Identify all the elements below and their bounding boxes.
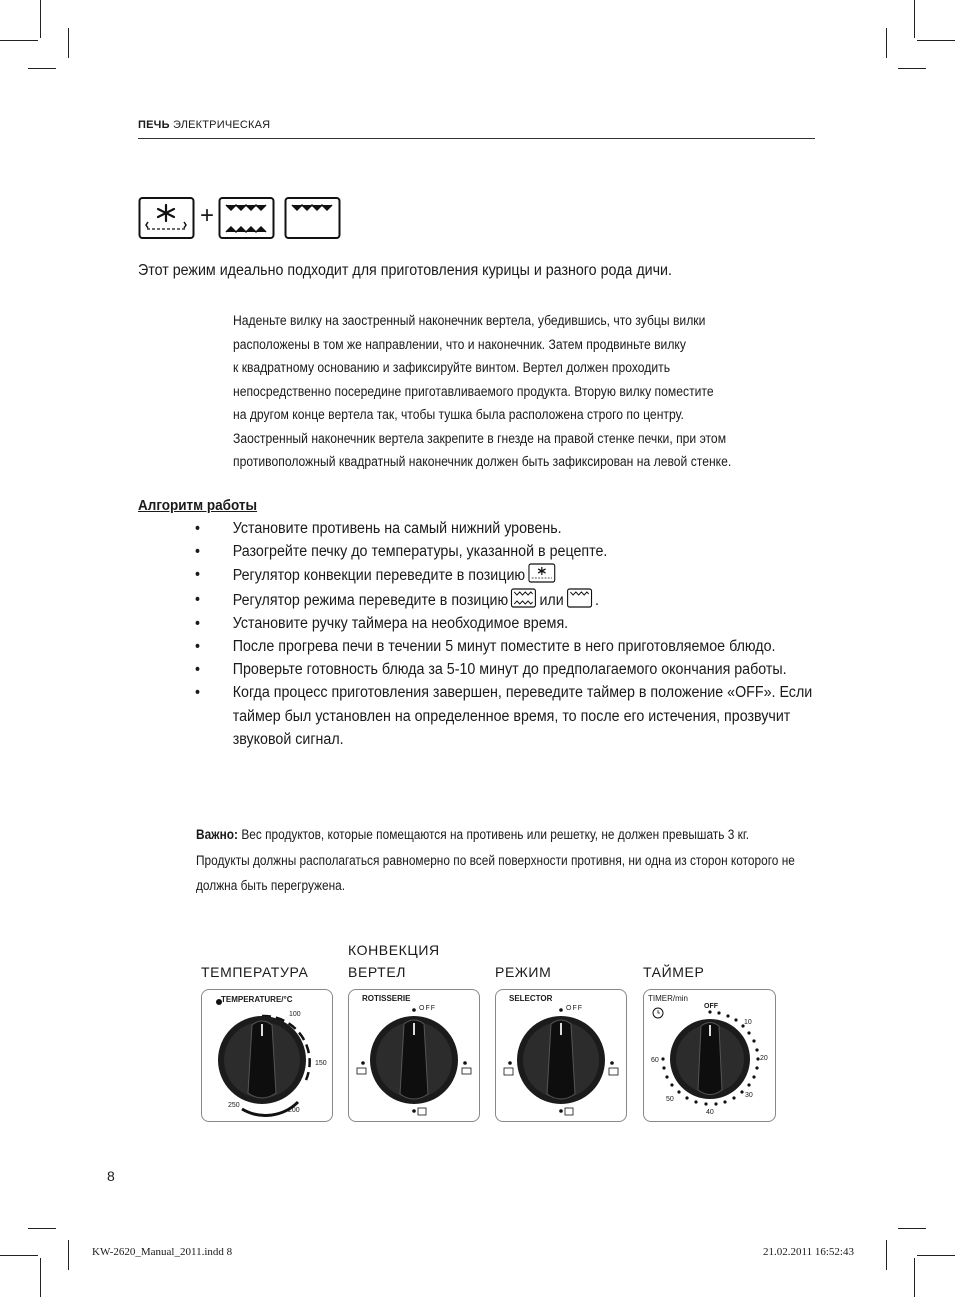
selector-off-mark: OFF	[566, 1005, 583, 1012]
selector-knob-graphic	[496, 990, 626, 1121]
knob-label-timer: ТАЙМЕР	[643, 964, 705, 980]
selector-knob-panel	[495, 989, 627, 1122]
important-text: Вес продуктов, которые помещаются на противень или решетку, не должен превышать 3 кг. Продукты должны располагаться равномерно по всей поверхности противня, ни одна из сторон которого не должна быть перегружена.	[196, 827, 795, 893]
header-bold: ПЕЧЬ	[138, 119, 170, 131]
temperature-mark-150: 150	[315, 1060, 327, 1067]
timer-mark-40: 40	[706, 1109, 714, 1116]
intro-text: Этот режим идеально подходит для приготовления курицы и разного рода дичи.	[138, 262, 672, 279]
paragraph-line: Заостренный наконечник вертела закрепите в гнезде на правой стенке печки, при этом	[233, 430, 727, 446]
timer-mark-30: 30	[745, 1092, 753, 1099]
knob-label-mode: РЕЖИМ	[495, 964, 552, 980]
crop-mark	[914, 1258, 915, 1297]
bullet: •	[195, 661, 201, 679]
top-bottom-heat-icon	[511, 588, 537, 608]
slug-file: KW-2620_Manual_2011.indd 8	[92, 1246, 233, 1258]
bullet: •	[195, 566, 201, 584]
or-word: или	[539, 591, 564, 609]
temperature-knob-panel	[201, 989, 333, 1122]
rotisserie-panel-title: ROTISSERIE	[362, 994, 411, 1003]
crop-mark	[68, 1240, 69, 1270]
crop-mark	[917, 40, 955, 41]
paragraph-line: на другом конце вертела так, чтобы тушка была расположена строго по центру.	[233, 407, 684, 422]
top-heat-icon	[566, 588, 592, 608]
timer-mark-20: 20	[760, 1055, 768, 1062]
list-item	[195, 635, 821, 658]
bullet: •	[195, 590, 201, 608]
paragraph-line: Наденьте вилку на заостренный наконечник вертела, убедившись, что зубцы вилки	[233, 313, 706, 328]
paragraph-line: непосредственно посередине приготавливаемого продукта. Вторую вилку поместите	[233, 383, 714, 399]
convection-fan-icon	[140, 198, 194, 238]
running-header	[138, 119, 270, 131]
step-end: .	[594, 591, 599, 609]
selector-panel-title: SELECTOR	[509, 994, 553, 1003]
list-item	[195, 517, 821, 540]
list-item	[195, 540, 821, 563]
crop-mark	[28, 68, 56, 69]
bullet: •	[195, 520, 201, 537]
algorithm-title: Алгоритм работы	[138, 497, 258, 514]
step-text: Установите ручку таймера на необходимое время.	[232, 614, 569, 632]
page-number: 8	[107, 1168, 115, 1184]
bullet: •	[195, 638, 201, 656]
rotisserie-knob-panel	[348, 989, 480, 1122]
step-text: Разогрейте печку до температуры, указанной в рецепте.	[232, 543, 608, 561]
temperature-knob-graphic	[202, 990, 332, 1121]
crop-mark	[898, 68, 926, 69]
rotisserie-off-mark: OFF	[419, 1005, 436, 1012]
temperature-mark-100: 100	[289, 1011, 301, 1018]
crop-mark	[914, 0, 915, 38]
step-text: Регулятор конвекции переведите в позицию	[232, 567, 526, 585]
rotisserie-instructions	[233, 309, 809, 474]
timer-mark-10: 10	[744, 1019, 752, 1026]
important-label: Важно:	[196, 827, 239, 842]
bullet: •	[195, 614, 201, 632]
knob-label-rotisserie: ВЕРТЕЛ	[348, 964, 407, 980]
crop-mark	[917, 1255, 955, 1256]
timer-mark-60: 60	[651, 1057, 659, 1064]
temperature-mark-200: 200	[288, 1107, 300, 1114]
header-divider	[138, 138, 815, 139]
knob-label-convection: КОНВЕКЦИЯ	[348, 942, 440, 958]
plus-sign: +	[200, 202, 215, 229]
knob-label-temperature: ТЕМПЕРАТУРА	[201, 964, 309, 980]
paragraph-line: противоположный квадратный наконечник должен быть зафиксирован на левой стенке.	[233, 454, 732, 469]
algorithm-steps	[195, 517, 821, 751]
timer-panel-title: TIMER/min	[648, 994, 688, 1003]
slug-date: 21.02.2011 16:52:43	[763, 1246, 854, 1258]
crop-mark	[0, 1255, 38, 1256]
crop-mark	[886, 28, 887, 58]
bullet: •	[195, 684, 201, 702]
list-item	[195, 588, 821, 612]
header-rest: ЭЛЕКТРИЧЕСКАЯ	[172, 119, 271, 131]
important-note	[196, 822, 803, 899]
crop-mark	[0, 40, 38, 41]
step-text: Регулятор режима переведите в позицию	[232, 591, 509, 609]
step-text: Когда процесс приготовления завершен, переведите таймер в положение «OFF». Если таймер был установлен на определенное время, то после его истечения, прозвучит звуковой сигнал.	[232, 684, 813, 748]
crop-mark	[68, 28, 69, 58]
paragraph-line: к квадратному основанию и зафиксируйте винтом. Вертел должен проходить	[233, 360, 671, 375]
timer-off-mark: OFF	[704, 1003, 718, 1010]
top-heat-icon	[286, 198, 340, 238]
crop-mark	[40, 1258, 41, 1297]
top-bottom-heat-icon	[220, 198, 274, 238]
bullet: •	[195, 543, 201, 561]
list-item	[195, 658, 821, 681]
list-item	[195, 612, 821, 635]
temperature-mark-250: 250	[228, 1102, 240, 1109]
crop-mark	[886, 1240, 887, 1270]
list-item	[195, 681, 821, 751]
step-text: Установите противень на самый нижний уровень.	[232, 520, 562, 537]
temperature-panel-title: TEMPERATURE/°C	[221, 995, 293, 1004]
crop-mark	[898, 1228, 926, 1229]
crop-mark	[28, 1228, 56, 1229]
rotisserie-knob-graphic	[349, 990, 479, 1121]
paragraph-line: расположены в том же направлении, что и наконечник. Затем продвиньте вилку	[233, 336, 686, 352]
mode-icons	[138, 196, 343, 242]
convection-fan-icon	[528, 563, 556, 583]
crop-mark	[40, 0, 41, 38]
timer-mark-50: 50	[666, 1096, 674, 1103]
step-text: Проверьте готовность блюда за 5-10 минут до предполагаемого окончания работы.	[232, 661, 787, 679]
list-item	[195, 563, 821, 587]
timer-knob-panel	[643, 989, 776, 1122]
step-text: После прогрева печи в течении 5 минут поместите в него приготовляемое блюдо.	[232, 638, 776, 656]
